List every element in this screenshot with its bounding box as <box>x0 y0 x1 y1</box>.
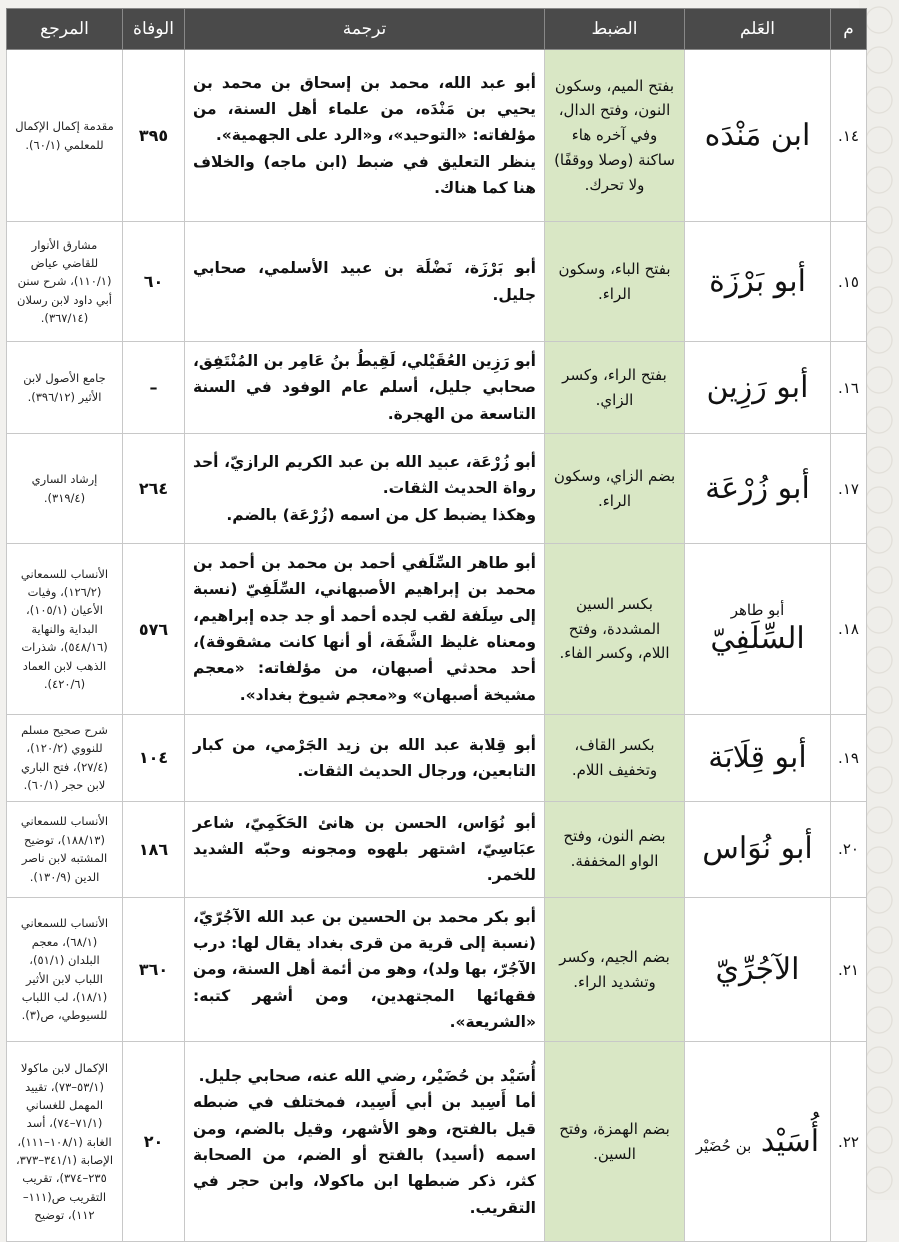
name-cell: ابن مَنْدَه <box>685 50 831 222</box>
tarjama-paragraph: أما أَسِيد بن أبي أَسِيد، فمختلف في ضبطه قيل بالفتح، وهو الأشهر، وقيل بالضم، ومن اسمه (أسيد) بالفتح أو الضم، من الصحابة كثر، ذكر ضبطها ابن ماكولا، وابن حجر في التقريب. <box>193 1093 536 1217</box>
dabt-cell: بكسر القاف، وتخفيف اللام. <box>545 715 685 802</box>
dabt-cell: بضم الهمزة، وفتح السين. <box>545 1042 685 1242</box>
death-year-cell: ٢٦٤ <box>123 434 185 544</box>
tarjama-paragraph: أبو بَرْزَة، نَضْلَة بن عبيد الأسلمي، صحابي جليل. <box>193 259 536 304</box>
death-year-cell: ٦٠ <box>123 222 185 342</box>
name-cell: الآجُرِّيّ <box>685 897 831 1042</box>
table-row <box>7 897 867 1042</box>
names-table <box>6 8 867 1242</box>
dabt-cell: بفتح الميم، وسكون النون، وفتح الدال، وفي آخره هاء ساكنة (وصلا ووقفًا) ولا تحرك. <box>545 50 685 222</box>
name-cell: أبو رَزِين <box>685 342 831 434</box>
name-cell: أبو نُوَاس <box>685 801 831 897</box>
reference-cell: مشارق الأنوار للقاضي عياض (١١٠/١)، شرح سنن أبي داود لابن رسلان (٣٦٧/١٤). <box>7 222 123 342</box>
row-number: ٢١. <box>831 897 867 1042</box>
reference-cell: شرح صحيح مسلم للنووي (١٢٠/٢)، (٢٧/٤)، فتح الباري لابن حجر (٦٠/١). <box>7 715 123 802</box>
header-wafat: الوفاة <box>123 9 185 50</box>
name-cell: أبو بَرْزَة <box>685 222 831 342</box>
reference-cell: الأنساب للسمعاني (١٢٦/٢)، وفيات الأعيان (١٠٥/١)، البداية والنهاية (٥٤٨/١٦)، شذرات الذهب لابن العماد (٤٢٠/٦). <box>7 544 123 715</box>
name-cell <box>685 544 831 715</box>
name-suffix: بن حُضَيْر <box>695 1137 752 1156</box>
row-number: ١٦. <box>831 342 867 434</box>
row-number: ١٤. <box>831 50 867 222</box>
page <box>6 8 866 1223</box>
header-num: م <box>831 9 867 50</box>
death-year-cell: ٣٩٥ <box>123 50 185 222</box>
tarjama-paragraph: أبو عبد الله، محمد بن إسحاق بن محمد بن يحيي بن مَنْدَه، من علماء أهل السنة، من مؤلفاته: «التوحيد»، و«الرد على الجهمية». <box>193 73 536 145</box>
dabt-cell: بفتح الراء، وكسر الزاي. <box>545 342 685 434</box>
death-year-cell: ٢٠ <box>123 1042 185 1242</box>
tarjama-paragraph: أبو بكر محمد بن الحسين بن عبد الله الآجُرّيّ، (نسبة إلى قرية من قرى بغداد يقال لها: درب الآجُرّ، بها ولد)، وهو من أئمة أهل السنة، ومن فقهائها المجتهدين، ومن أشهر كتبه: «الشريعة». <box>193 907 536 1032</box>
tarjama-cell <box>185 434 545 544</box>
tarjama-paragraph: أبو زُرْعَة، عبيد الله بن عبد الكريم الرازيّ، أحد رواة الحديث الثقات. <box>193 453 536 498</box>
table-row <box>7 1042 867 1242</box>
row-number: ١٨. <box>831 544 867 715</box>
death-year-cell: ١٠٤ <box>123 715 185 802</box>
name-cell: أبو زُرْعَة <box>685 434 831 544</box>
tarjama-cell <box>185 222 545 342</box>
tarjama-cell <box>185 801 545 897</box>
reference-cell: الإكمال لابن ماكولا (٥٣/١–٧٣)، تقييد المهمل للغساني (٧١/١–٧٤)، أسد الغابة (١٠٨/١–١١١)، الإصابة (٣٤١/١–٣٧٣، ٢٣٥–٣٧٤)، تقريب التقريب ص(١١١–١١٢)، توضيح <box>7 1042 123 1242</box>
dabt-cell: بضم الزاي، وسكون الراء. <box>545 434 685 544</box>
death-year-cell: – <box>123 342 185 434</box>
dabt-cell: بضم النون، وفتح الواو المخففة. <box>545 801 685 897</box>
tarjama-cell <box>185 715 545 802</box>
row-number: ١٧. <box>831 434 867 544</box>
table-row <box>7 715 867 802</box>
table-row <box>7 434 867 544</box>
tarjama-paragraph: أُسَيْد بن حُضَيْر، رضي الله عنه، صحابي جليل. <box>198 1066 536 1085</box>
tarjama-paragraph: أبو قِلابة عبد الله بن زيد الجَرْمي، من كبار التابعين، ورجال الحديث الثقات. <box>193 735 536 780</box>
tarjama-paragraph: أبو نُوَاس، الحسن بن هانئ الحَكَمِيّ، شاعر عبَاسِيّ، اشتهر بلهوه ومجونه وحبّه الشديد للخمر. <box>193 813 536 885</box>
tarjama-paragraph: وهكذا يضبط كل من اسمه (زُرْعَة) بالضم. <box>226 505 536 524</box>
table-row <box>7 222 867 342</box>
header-tarjama: ترجمة <box>185 9 545 50</box>
tarjama-paragraph: أبو طاهر السِّلَفي أحمد بن محمد بن أحمد بن محمد بن إبراهيم الأصبهاني، السِّلَفِيّ (نسبة إلى سِلَفة لقب لجده أحمد أو جد جده إبراهيم، ومعناه غليظ الشَّفَة، أو أنها كانت مشقوقة)، أحد محدثي أصبهان، من مؤلفاته: «معجم مشيخة أصبهان» و«معجم شيوخ بغداد». <box>193 554 536 704</box>
tarjama-paragraph: ينظر التعليق في ضبط (ابن ماجه) والخلاف هنا كما هناك. <box>193 152 536 198</box>
name-prefix: أبو طاهر <box>730 600 785 619</box>
reference-cell: الأنساب للسمعاني (٦٨/١)، معجم البلدان (٥١/١)، اللباب لابن الأثير (١٨/١)، لب اللباب للسيوطي، ص(٣). <box>7 897 123 1042</box>
reference-cell: مقدمة إكمال الإكمال للمعلمي (٦٠/١). <box>7 50 123 222</box>
table-row <box>7 50 867 222</box>
header-dabt: الضبط <box>545 9 685 50</box>
reference-cell: الأنساب للسمعاني (١٨٨/١٣)، توضيح المشتبه لابن ناصر الدين (١٣٠/٩). <box>7 801 123 897</box>
tarjama-cell <box>185 544 545 715</box>
reference-cell: إرشاد الساري (٣١٩/٤). <box>7 434 123 544</box>
dabt-cell: بفتح الباء، وسكون الراء. <box>545 222 685 342</box>
dabt-cell: بكسر السين المشددة، وفتح اللام، وكسر الفاء. <box>545 544 685 715</box>
header-alam: العَلم <box>685 9 831 50</box>
row-number: ١٥. <box>831 222 867 342</box>
row-number: ٢٢. <box>831 1042 867 1242</box>
tarjama-paragraph: أبو رَزِين العُقَيْلي، لَقِيطُ بنُ عَامِر بن المُنْتَفِق، صحابي جليل، أسلم عام الوفود في السنة التاسعة من الهجرة. <box>193 352 536 423</box>
table-row <box>7 342 867 434</box>
name-cell <box>685 1042 831 1242</box>
tarjama-cell <box>185 50 545 222</box>
tarjama-cell <box>185 1042 545 1242</box>
death-year-cell: ٥٧٦ <box>123 544 185 715</box>
name-cell: أبو قِلَابَة <box>685 715 831 802</box>
row-number: ٢٠. <box>831 801 867 897</box>
table-header-row <box>7 9 867 50</box>
death-year-cell: ١٨٦ <box>123 801 185 897</box>
table-row <box>7 801 867 897</box>
header-marji: المرجع <box>7 9 123 50</box>
name-main: أُسَيْد <box>760 1124 820 1160</box>
death-year-cell: ٣٦٠ <box>123 897 185 1042</box>
tarjama-cell <box>185 342 545 434</box>
name-main: السِّلَفِيّ <box>710 620 805 656</box>
tarjama-cell <box>185 897 545 1042</box>
dabt-cell: بضم الجيم، وكسر وتشديد الراء. <box>545 897 685 1042</box>
table-row <box>7 544 867 715</box>
reference-cell: جامع الأصول لابن الأثير (٣٩٦/١٢). <box>7 342 123 434</box>
row-number: ١٩. <box>831 715 867 802</box>
